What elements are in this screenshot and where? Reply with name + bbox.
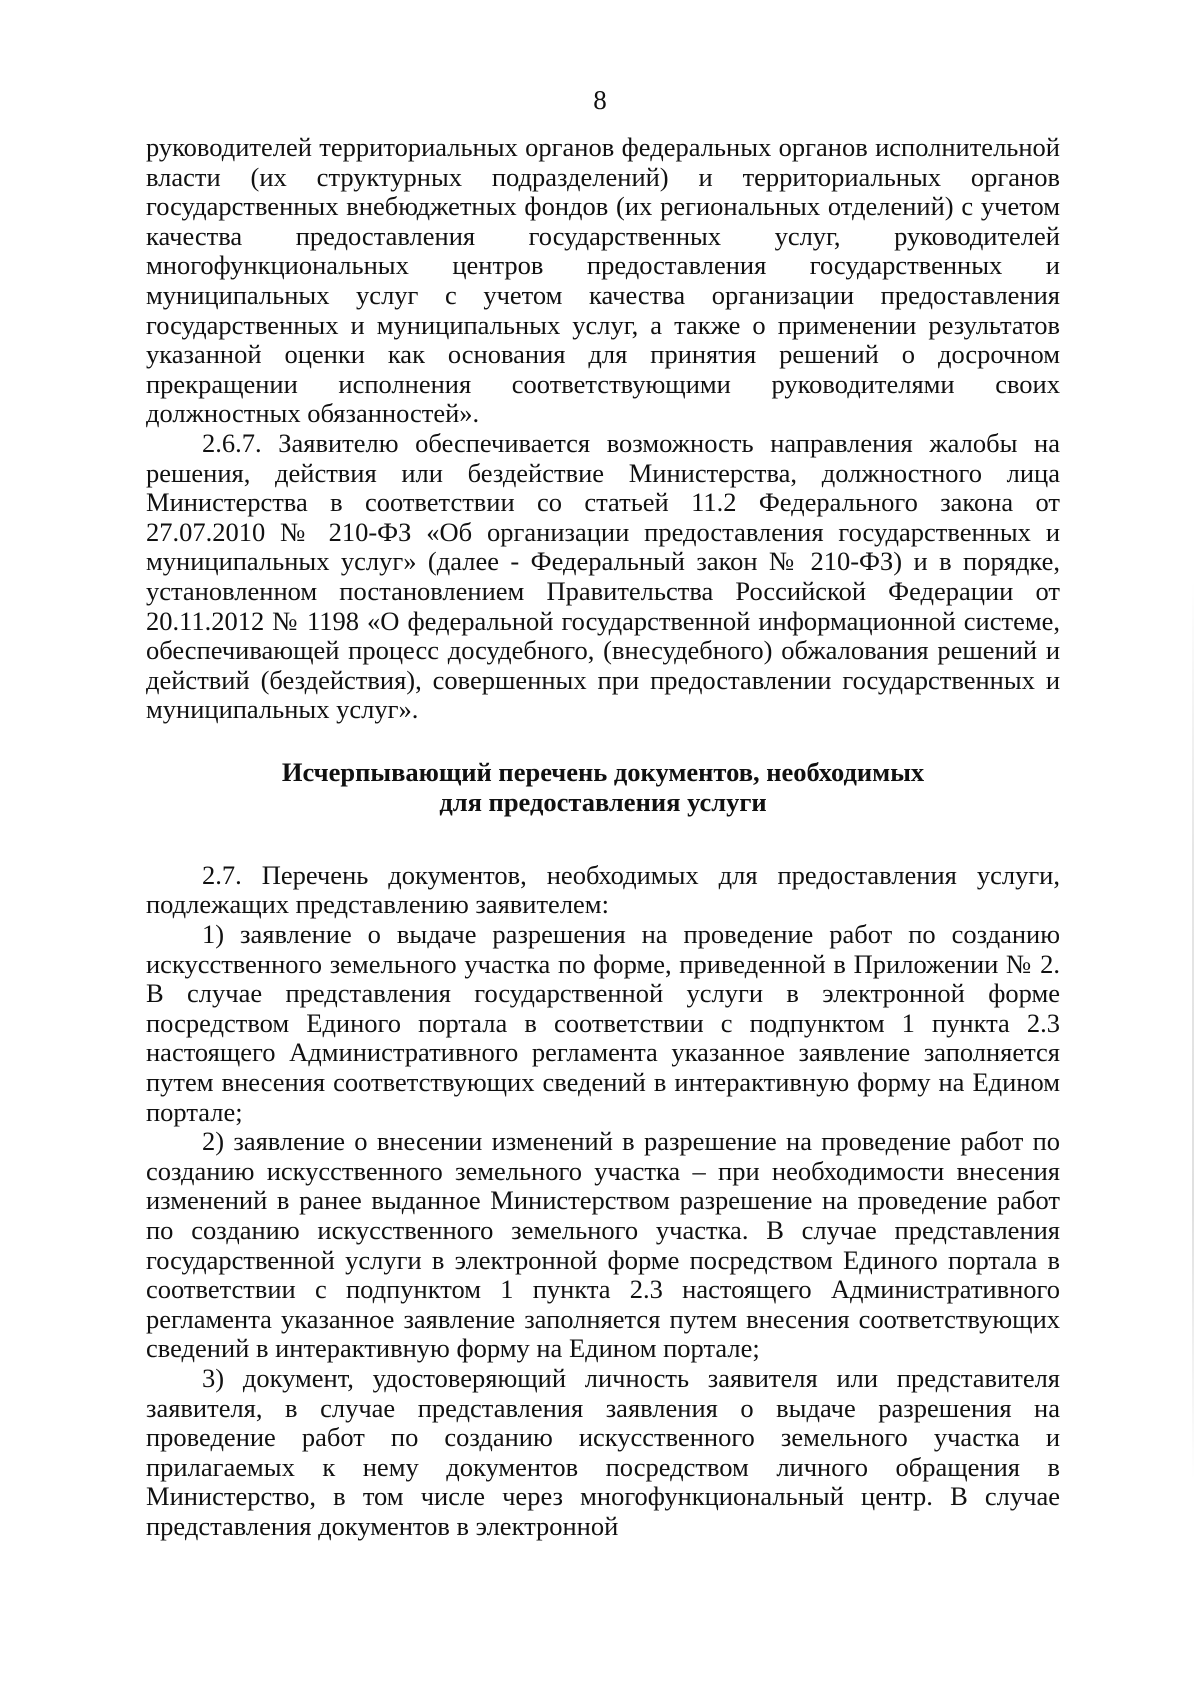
paragraph-2-7: 2.7. Перечень документов, необходимых для предоставления услуги, подлежащих представлению заявителем: [146, 859, 1060, 920]
paragraph-2-6-7: 2.6.7. Заявителю обеспечивается возможность направления жалобы на решения, действия или бездействие Министерства, должностного лица Министерства в соответствии со статьей 11.2 Федерального закона от 27.07.2010 № 210-ФЗ «Об организации предоставления государственных и муниципальных услуг» (далее - Федеральный закон № 210-ФЗ) и в порядке, установленном постановлением Правительства Российской Федерации от 20.11.2012 № 1198 «О федеральной государственной информационной системе, обеспечивающей процесс досудебного, (внесудебного) обжалования решений и действий (бездействия), совершенных при предоставлении государственных и муниципальных услуг». [146, 427, 1060, 725]
paragraph-continuation: руководителей территориальных органов федеральных органов исполнительной власти (их структурных подразделений) и территориальных органов государственных внебюджетных фондов (их региональных отделений) с учетом качества предоставления государственных услуг, руководителей многофункциональных центров предоставления государственных и муниципальных услуг с учетом качества организации предоставления государственных и муниципальных услуг, а также о применении результатов указанной оценки как основания для принятия решений о досрочном прекращении исполнения соответствующими руководителями своих должностных обязанностей». [146, 132, 1060, 429]
section-heading-line-1: Исчерпывающий перечень документов, необходимых [281, 756, 925, 787]
section-heading [146, 757, 1060, 817]
list-item-3: 3) документ, удостоверяющий личность заявителя или представителя заявителя, в случае представления заявления о выдаче разрешения на проведение работ по созданию искусственного земельного участка и прилагаемых к нему документов посредством личного обращения в Министерство, в том числе через многофункциональный центр. В случае представления документов в электронной [146, 1362, 1060, 1541]
section-heading-line-2: для предоставления услуги [439, 786, 767, 817]
scan-edge-shadow [1192, 580, 1194, 1480]
page-number: 8 [593, 85, 607, 115]
list-item-1: 1) заявление о выдаче разрешения на проведение работ по созданию искусственного земельного участка по форме, приведенной в Приложении № 2. В случае представления государственной услуги в электронной форме посредством Единого портала в соответствии с подпунктом 1 пункта 2.3 настоящего Административного регламента указанное заявление заполняется путем внесения соответствующих сведений в интерактивную форму на Едином портале; [146, 919, 1060, 1127]
list-item-2: 2) заявление о внесении изменений в разрешение на проведение работ по созданию искусственного земельного участка – при необходимости внесения изменений в ранее выданное Министерством разрешение на проведение работ по созданию искусственного земельного участка. В случае представления государственной услуги в электронной форме посредством Единого портала в соответствии с подпунктом 1 пункта 2.3 настоящего Административного регламента указанное заявление заполняется путем внесения соответствующих сведений в интерактивную форму на Едином портале; [146, 1126, 1060, 1364]
document-body [146, 133, 1060, 1542]
